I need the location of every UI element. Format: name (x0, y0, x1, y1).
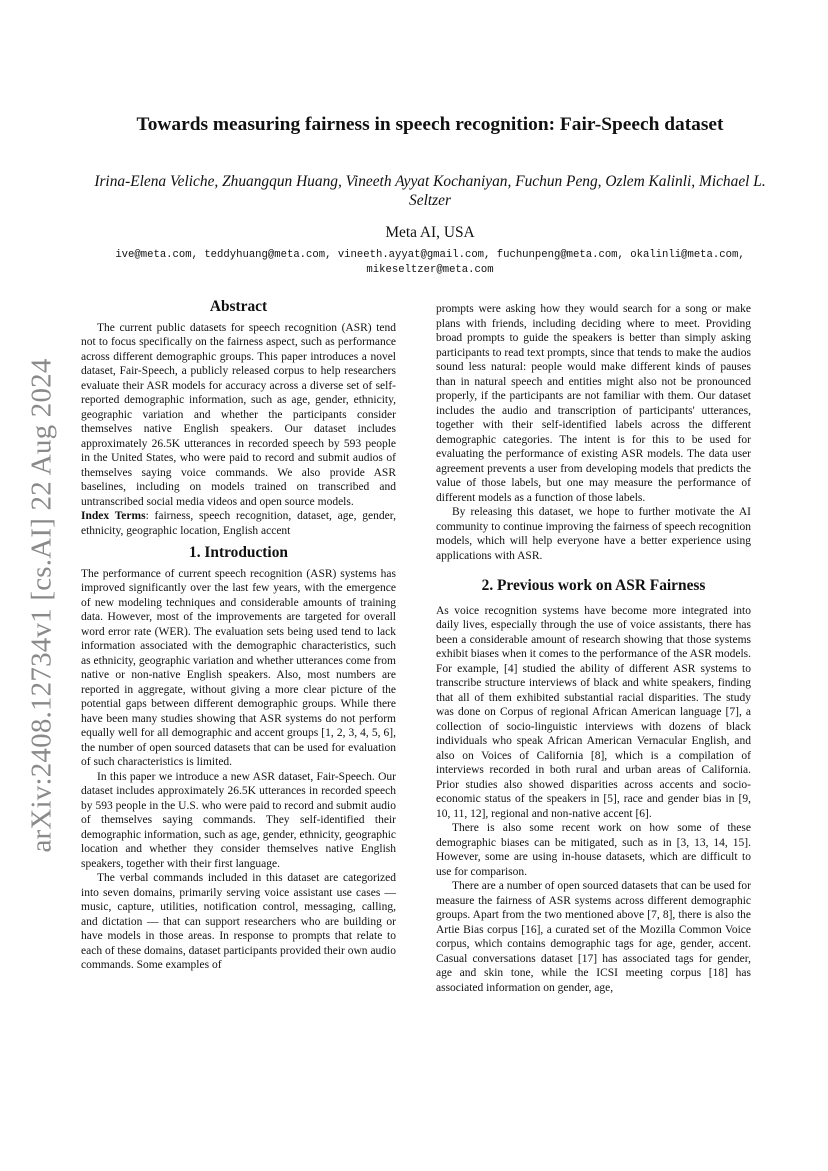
affiliation: Meta AI, USA (385, 224, 475, 241)
abstract-text: The current public datasets for speech recognition (ASR) tend not to focus specifically on the fairness aspect, such as performance across different demographic groups. This paper introduces a novel dataset, Fair-Speech, a publicly released corpus to help researchers evaluate their ASR models for accuracy across a diverse set of self-reported demographic information, such as age, gender, ethnicity, geographic variation and whether the participants consider themselves native English speakers. Our dataset includes approximately 26.5K utterances in recorded speech by 593 people in the United States, who were paid to record and submit audios of themselves saying voice commands. We also provide ASR baselines, including on models trained on transcribed and untranscribed social media videos and open source models. (81, 321, 396, 508)
index-terms-text: : fairness, speech recognition, dataset, age, gender, ethnicity, geographic location, English accent (81, 510, 396, 537)
introduction-heading: 1. Introduction (189, 544, 288, 561)
author-list: Irina-Elena Veliche, Zhuangqun Huang, Vineeth Ayyat Kochaniyan, Fuchun Peng, Ozlem Kalinli, Michael L. Seltzer (94, 173, 766, 209)
author-emails: ive@meta.com, teddyhuang@meta.com, vineeth.ayyat@gmail.com, fuchunpeng@meta.com, okalinli@meta.com, mikeseltzer@meta.com (115, 249, 745, 276)
intro-continuation-paragraph: prompts were asking how they would search for a song or make plans with friends, including deciding where to meet. Providing broad prompts to guide the speakers is better than simply asking participants to read text prompts, since that tends to make the audios sound less natural: people would make different kinds of pauses than in natural speech and entities might also not be pronounced properly, if the participants are not familiar with them. Our dataset includes the audio and transcription of participants' utterances, together with their self-identified labels across the different demographic categories. The intent is for this to be used for evaluating the performance of existing ASR models. The data user agreement prevents a user from developing models that predicts the value of those labels, but one may measure the performance of different models as a function of those labels. (436, 303, 751, 504)
previous-work-heading: 2. Previous work on ASR Fairness (481, 577, 706, 594)
index-terms (81, 509, 396, 538)
index-terms-label: Index Terms (81, 510, 146, 522)
previous-work-paragraph: There is also some recent work on how some of these demographic biases can be mitigated, such as in [3, 13, 14, 15]. However, some are using in-house datasets, which are difficult to use for comparison. (436, 822, 751, 878)
left-column (81, 300, 396, 973)
intro-paragraph: In this paper we introduce a new ASR dataset, Fair-Speech. Our dataset includes approximately 26.5K utterances in recorded speech by 593 people in the U.S. who were paid to record and submit audio of themselves saying commands. They self-identified their demographic information, such as age, gender, ethnicity, geographic location and whether they consider themselves native English speakers, together with their first language. (81, 770, 396, 870)
arxiv-identifier: arXiv:2408.12734v1 [cs.AI] 22 Aug 2024 (25, 357, 58, 853)
previous-work-paragraph: There are a number of open sourced datasets that can be used for measure the fairness of ASR systems across different demographic groups. Apart from the two mentioned above [7, 8], there is also the Artie Bias corpus [16], a curated set of the Mozilla Common Voice corpus, which contains demographic tags for age, gender, accent. Casual conversations dataset [17] has associated tags for gender, age and skin tone, while the ICSI meeting corpus [18] has associated information on gender, age, (436, 880, 751, 994)
previous-work-paragraph: As voice recognition systems have become more integrated into daily lives, especially through the use of voice assistants, there has been a considerable amount of research showing that those systems exhibit biases when it comes to the performance of the ASR models. For example, [4] studied the ability of different ASR systems to transcribe structure interviews of black and white speakers, finding that all of them exhibited substantial racial disparities. The study was done on Corpus of regional African American language [7], a collection of socio-linguistic interviews with dozens of black individuals who speak African American Vernacular English, and also on Voices of California [8], which is a compilation of interviews recorded in both rural and urban areas of California. Prior studies also showed disparities across accents and socio-economic status of the speakers in [5], race and gender bias in [9, 10, 11, 12], regional and non-native accent [6]. (436, 604, 751, 820)
intro-paragraph: The performance of current speech recognition (ASR) systems has improved significantly over the last few years, with the emergence of new modeling techniques and considerable amounts of training data. However, most of the improvements are targeted for overall word error rate (WER). The evaluation sets being used tend to lack information associated with the demographic characteristics, such as ethnicity, geographic variation and whether utterances come from native or non-native English speakers. Also, most numbers are reported in aggregate, without giving a more clear picture of the potential gaps between different demographic groups. While there have been many studies showing that ASR systems do not perform equally well for all demographic and accent groups [1, 2, 3, 4, 5, 6], the number of open sourced datasets that can be used for evaluation of such characteristics is limited. (81, 567, 396, 768)
intro-continuation-paragraph: By releasing this dataset, we hope to further motivate the AI community to continue improving the fairness of speech recognition models, which will help everyone have a better experience using applications with ASR. (436, 506, 751, 562)
paper-title: Towards measuring fairness in speech recognition: Fair-Speech dataset (136, 114, 724, 135)
intro-paragraph: The verbal commands included in this dataset are categorized into seven domains, primarily serving voice assistant use cases — music, capture, utilities, notification control, messaging, calling, and dictation — that can support researchers who are building or have models in those areas. In response to prompts that relate to each of these domains, dataset participants provided their own audio commands. Some examples of (81, 872, 396, 971)
arxiv-sidebar (22, 357, 62, 853)
right-column (436, 302, 751, 995)
abstract-heading: Abstract (209, 298, 268, 315)
